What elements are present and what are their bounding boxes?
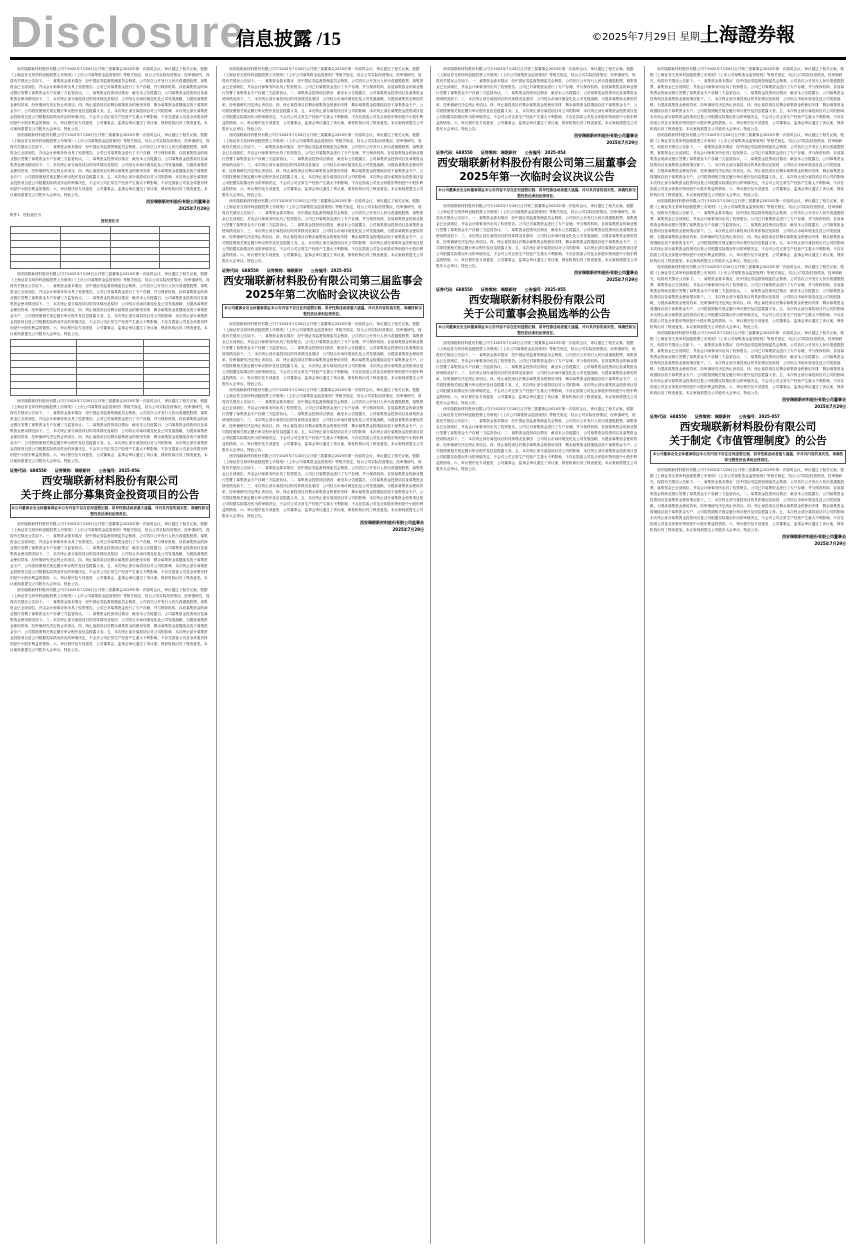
- signature: 西安瑞联新材料股份有限公司董事会: [782, 397, 846, 402]
- announcement-company: 西安瑞联新材料股份有限公司: [679, 421, 817, 433]
- issue-date: ©2025年7月29日 星期二: [592, 32, 710, 43]
- disclaimer-notice: 本公司董事会及全体董事保证本公告内容不存在任何虚假记载、误导性陈述或者重大遗漏，并对其内容的真实性、准确性和完整性依法承担法律责任。: [11, 506, 209, 516]
- disclaimer-notice: 本公司董事会及全体董事保证本公告内容不存在任何虚假记载、误导性陈述或者重大遗漏，并对其内容的真实性、准确性和完整性依法承担法律责任。: [222, 304, 424, 318]
- announcement-termination: [10, 467, 210, 518]
- body-text: 西安瑞联新材料股份有限公司于2025年7月28日召开第三届董事会2025年第一次临时会议，审议通过了相关议案。根据《上海证券交易所科创板股票上市规则》《上市公司募集资金监管规则》等相关规定，结合公司实际经营情况，经审慎研究，现将有关情况公告如下。一、募集资金基本情况 经中国证券监督管理委员会核准，公司首次公开发行人民币普通股股票，募集资金已全部到位，并由会计师事务所出具了验资报告。公司已对募集资金进行了专户存储，并与保荐机构、存放募集资金的商业银行签署了募集资金专户存储三方监管协议。二、募集资金投资项目情况 截至本公告披露日，公司募集资金投资项目及募集资金使用情况如下。三、本次终止部分募投项目的具体情况及原因 公司结合市场环境变化及公司发展战略，为提高募集资金使用效率，经审慎研究决定终止该项目。四、终止募投项目后剩余募集资金的使用安排 剩余募集资金将继续存放于募集资金专户，公司将按照相关规定履行审议程序及信息披露义务。五、本次终止部分募投项目对公司的影响 本次终止部分募集资金投资项目是公司根据实际情况作出的审慎决定，不会对公司正常生产经营产生重大不利影响，不存在损害公司及全体股东特别是中小股东利益的情形。六、审议程序及专项意见 公司董事会、监事会审议通过了该议案，保荐机构出具了核查意见。本议案尚需提交公司股东大会审议。特此公告。: [436, 204, 638, 268]
- signature: 西安瑞联新材料股份有限公司董事会: [574, 133, 638, 138]
- page-body: [10, 66, 846, 1244]
- announcement-election: [436, 286, 638, 337]
- column-3: [436, 66, 638, 1244]
- body-text: 西安瑞联新材料股份有限公司于2025年7月28日召开第三届董事会2025年第一次临时会议，审议通过了相关议案。根据《上海证券交易所科创板股票上市规则》《上市公司募集资金监管规则》等相关规定，结合公司实际经营情况，经审慎研究，现将有关情况公告如下。一、募集资金基本情况 经中国证券监督管理委员会核准，公司首次公开发行人民币普通股股票，募集资金已全部到位，并由会计师事务所出具了验资报告。公司已对募集资金进行了专户存储，并与保荐机构、存放募集资金的商业银行签署了募集资金专户存储三方监管协议。二、募集资金投资项目情况 截至本公告披露日，公司募集资金投资项目及募集资金使用情况如下。三、本次终止部分募投项目的具体情况及原因 公司结合市场环境变化及公司发展战略，为提高募集资金使用效率，经审慎研究决定终止该项目。四、终止募投项目后剩余募集资金的使用安排 剩余募集资金将继续存放于募集资金专户，公司将按照相关规定履行审议程序及信息披露义务。五、本次终止部分募投项目对公司的影响 本次终止部分募集资金投资项目是公司根据实际情况作出的审慎决定，不会对公司正常生产经营产生重大不利影响，不存在损害公司及全体股东特别是中小股东利益的情形。六、审议程序及专项意见 公司董事会、监事会审议通过了该议案，保荐机构出具了核查意见。本议案尚需提交公司股东大会审议。特此公告。: [650, 331, 848, 395]
- signature-date: 2025年7月29日: [814, 541, 846, 546]
- masthead-brand: Disclosure: [10, 8, 245, 57]
- announcement-title: 关于公司董事会换届选举的公告: [463, 308, 611, 320]
- body-text: 西安瑞联新材料股份有限公司于2025年7月28日召开第三届董事会2025年第一次临时会议，审议通过了相关议案。根据《上海证券交易所科创板股票上市规则》《上市公司募集资金监管规则》等相关规定，结合公司实际经营情况，经审慎研究，现将有关情况公告如下。一、募集资金基本情况 经中国证券监督管理委员会核准，公司首次公开发行人民币普通股股票，募集资金已全部到位，并由会计师事务所出具了验资报告。公司已对募集资金进行了专户存储，并与保荐机构、存放募集资金的商业银行签署了募集资金专户存储三方监管协议。二、募集资金投资项目情况 截至本公告披露日，公司募集资金投资项目及募集资金使用情况如下。三、本次终止部分募投项目的具体情况及原因 公司结合市场环境变化及公司发展战略，为提高募集资金使用效率，经审慎研究决定终止该项目。四、终止募投项目后剩余募集资金的使用安排 剩余募集资金将继续存放于募集资金专户，公司将按照相关规定履行审议程序及信息披露义务。五、本次终止部分募投项目对公司的影响 本次终止部分募集资金投资项目是公司根据实际情况作出的审慎决定，不会对公司正常生产经营产生重大不利影响，不存在损害公司及全体股东特别是中小股东利益的情形。六、审议程序及专项意见 公司董事会、监事会审议通过了该议案，保荐机构出具了核查意见。本议案尚需提交公司股东大会审议。特此公告。: [10, 67, 210, 131]
- body-text: 西安瑞联新材料股份有限公司于2025年7月28日召开第三届董事会2025年第一次临时会议，审议通过了相关议案。根据《上海证券交易所科创板股票上市规则》《上市公司募集资金监管规则》等相关规定，结合公司实际经营情况，经审慎研究，现将有关情况公告如下。一、募集资金基本情况 经中国证券监督管理委员会核准，公司首次公开发行人民币普通股股票，募集资金已全部到位，并由会计师事务所出具了验资报告。公司已对募集资金进行了专户存储，并与保荐机构、存放募集资金的商业银行签署了募集资金专户存储三方监管协议。二、募集资金投资项目情况 截至本公告披露日，公司募集资金投资项目及募集资金使用情况如下。三、本次终止部分募投项目的具体情况及原因 公司结合市场环境变化及公司发展战略，为提高募集资金使用效率，经审慎研究决定终止该项目。四、终止募投项目后剩余募集资金的使用安排 剩余募集资金将继续存放于募集资金专户，公司将按照相关规定履行审议程序及信息披露义务。五、本次终止部分募投项目对公司的影响 本次终止部分募集资金投资项目是公司根据实际情况作出的审慎决定，不会对公司正常生产经营产生重大不利影响，不存在损害公司及全体股东特别是中小股东利益的情形。六、审议程序及专项意见 公司董事会、监事会审议通过了该议案，保荐机构出具了核查意见。本议案尚需提交公司股东大会审议。特此公告。: [222, 388, 424, 452]
- body-text: 西安瑞联新材料股份有限公司于2025年7月28日召开第三届董事会2025年第一次临时会议，审议通过了相关议案。根据《上海证券交易所科创板股票上市规则》《上市公司募集资金监管规则》等相关规定，结合公司实际经营情况，经审慎研究，现将有关情况公告如下。一、募集资金基本情况 经中国证券监督管理委员会核准，公司首次公开发行人民币普通股股票，募集资金已全部到位，并由会计师事务所出具了验资报告。公司已对募集资金进行了专户存储，并与保荐机构、存放募集资金的商业银行签署了募集资金专户存储三方监管协议。二、募集资金投资项目情况 截至本公告披露日，公司募集资金投资项目及募集资金使用情况如下。三、本次终止部分募投项目的具体情况及原因 公司结合市场环境变化及公司发展战略，为提高募集资金使用效率，经审慎研究决定终止该项目。四、终止募投项目后剩余募集资金的使用安排 剩余募集资金将继续存放于募集资金专户，公司将按照相关规定履行审议程序及信息披露义务。五、本次终止部分募投项目对公司的影响 本次终止部分募集资金投资项目是公司根据实际情况作出的审慎决定，不会对公司正常生产经营产生重大不利影响，不存在损害公司及全体股东特别是中小股东利益的情形。六、审议程序及专项意见 公司董事会、监事会审议通过了该议案，保荐机构出具了核查意见。本议案尚需提交公司股东大会审议。特此公告。: [650, 468, 848, 532]
- signature-date: 2025年7月29日: [606, 140, 638, 145]
- announcement-company: 西安瑞联新材料股份有限公司第三届董事会: [437, 157, 637, 169]
- announcement-company: 西安瑞联新材料股份有限公司: [41, 475, 179, 487]
- announcement-supervisors: [222, 267, 424, 318]
- body-text: 西安瑞联新材料股份有限公司于2025年7月28日召开第三届董事会2025年第一次临时会议，审议通过了相关议案。根据《上海证券交易所科创板股票上市规则》《上市公司募集资金监管规则》等相关规定，结合公司实际经营情况，经审慎研究，现将有关情况公告如下。一、募集资金基本情况 经中国证券监督管理委员会核准，公司首次公开发行人民币普通股股票，募集资金已全部到位，并由会计师事务所出具了验资报告。公司已对募集资金进行了专户存储，并与保荐机构、存放募集资金的商业银行签署了募集资金专户存储三方监管协议。二、募集资金投资项目情况 截至本公告披露日，公司募集资金投资项目及募集资金使用情况如下。三、本次终止部分募投项目的具体情况及原因 公司结合市场环境变化及公司发展战略，为提高募集资金使用效率，经审慎研究决定终止该项目。四、终止募投项目后剩余募集资金的使用安排 剩余募集资金将继续存放于募集资金专户，公司将按照相关规定履行审议程序及信息披露义务。五、本次终止部分募投项目对公司的影响 本次终止部分募集资金投资项目是公司根据实际情况作出的审慎决定，不会对公司正常生产经营产生重大不利影响，不存在损害公司及全体股东特别是中小股东利益的情形。六、审议程序及专项意见 公司董事会、监事会审议通过了该议案，保荐机构出具了核查意见。本议案尚需提交公司股东大会审议。特此公告。: [436, 341, 638, 405]
- body-text: 西安瑞联新材料股份有限公司于2025年7月28日召开第三届董事会2025年第一次临时会议，审议通过了相关议案。根据《上海证券交易所科创板股票上市规则》《上市公司募集资金监管规则》等相关规定，结合公司实际经营情况，经审慎研究，现将有关情况公告如下。一、募集资金基本情况 经中国证券监督管理委员会核准，公司首次公开发行人民币普通股股票，募集资金已全部到位，并由会计师事务所出具了验资报告。公司已对募集资金进行了专户存储，并与保荐机构、存放募集资金的商业银行签署了募集资金专户存储三方监管协议。二、募集资金投资项目情况 截至本公告披露日，公司募集资金投资项目及募集资金使用情况如下。三、本次终止部分募投项目的具体情况及原因 公司结合市场环境变化及公司发展战略，为提高募集资金使用效率，经审慎研究决定终止该项目。四、终止募投项目后剩余募集资金的使用安排 剩余募集资金将继续存放于募集资金专户，公司将按照相关规定履行审议程序及信息披露义务。五、本次终止部分募投项目对公司的影响 本次终止部分募集资金投资项目是公司根据实际情况作出的审慎决定，不会对公司正常生产经营产生重大不利影响，不存在损害公司及全体股东特别是中小股东利益的情形。六、审议程序及专项意见 公司董事会、监事会审议通过了该议案，保荐机构出具了核查意见。本议案尚需提交公司股东大会审议。特此公告。: [10, 588, 210, 652]
- body-text: 西安瑞联新材料股份有限公司于2025年7月28日召开第三届董事会2025年第一次临时会议，审议通过了相关议案。根据《上海证券交易所科创板股票上市规则》《上市公司募集资金监管规则》等相关规定，结合公司实际经营情况，经审慎研究，现将有关情况公告如下。一、募集资金基本情况 经中国证券监督管理委员会核准，公司首次公开发行人民币普通股股票，募集资金已全部到位，并由会计师事务所出具了验资报告。公司已对募集资金进行了专户存储，并与保荐机构、存放募集资金的商业银行签署了募集资金专户存储三方监管协议。二、募集资金投资项目情况 截至本公告披露日，公司募集资金投资项目及募集资金使用情况如下。三、本次终止部分募投项目的具体情况及原因 公司结合市场环境变化及公司发展战略，为提高募集资金使用效率，经审慎研究决定终止该项目。四、终止募投项目后剩余募集资金的使用安排 剩余募集资金将继续存放于募集资金专户，公司将按照相关规定履行审议程序及信息披露义务。五、本次终止部分募投项目对公司的影响 本次终止部分募集资金投资项目是公司根据实际情况作出的审慎决定，不会对公司正常生产经营产生重大不利影响，不存在损害公司及全体股东特别是中小股东利益的情形。六、审议程序及专项意见 公司董事会、监事会审议通过了该议案，保荐机构出具了核查意见。本议案尚需提交公司股东大会审议。特此公告。: [10, 399, 210, 463]
- column-4: [650, 66, 846, 1244]
- body-text: 西安瑞联新材料股份有限公司于2025年7月28日召开第三届董事会2025年第一次临时会议，审议通过了相关议案。根据《上海证券交易所科创板股票上市规则》《上市公司募集资金监管规则》等相关规定，结合公司实际经营情况，经审慎研究，现将有关情况公告如下。一、募集资金基本情况 经中国证券监督管理委员会核准，公司首次公开发行人民币普通股股票，募集资金已全部到位，并由会计师事务所出具了验资报告。公司已对募集资金进行了专户存储，并与保荐机构、存放募集资金的商业银行签署了募集资金专户存储三方监管协议。二、募集资金投资项目情况 截至本公告披露日，公司募集资金投资项目及募集资金使用情况如下。三、本次终止部分募投项目的具体情况及原因 公司结合市场环境变化及公司发展战略，为提高募集资金使用效率，经审慎研究决定终止该项目。四、终止募投项目后剩余募集资金的使用安排 剩余募集资金将继续存放于募集资金专户，公司将按照相关规定履行审议程序及信息披露义务。五、本次终止部分募投项目对公司的影响 本次终止部分募集资金投资项目是公司根据实际情况作出的审慎决定，不会对公司正常生产经营产生重大不利影响，不存在损害公司及全体股东特别是中小股东利益的情形。六、审议程序及专项意见 公司董事会、监事会审议通过了该议案，保荐机构出具了核查意见。本议案尚需提交公司股东大会审议。特此公告。: [650, 133, 848, 197]
- signature-date: 2025年7月29日: [814, 404, 846, 409]
- body-text: 西安瑞联新材料股份有限公司于2025年7月28日召开第三届董事会2025年第一次临时会议，审议通过了相关议案。根据《上海证券交易所科创板股票上市规则》《上市公司募集资金监管规则》等相关规定，结合公司实际经营情况，经审慎研究，现将有关情况公告如下。一、募集资金基本情况 经中国证券监督管理委员会核准，公司首次公开发行人民币普通股股票，募集资金已全部到位，并由会计师事务所出具了验资报告。公司已对募集资金进行了专户存储，并与保荐机构、存放募集资金的商业银行签署了募集资金专户存储三方监管协议。二、募集资金投资项目情况 截至本公告披露日，公司募集资金投资项目及募集资金使用情况如下。三、本次终止部分募投项目的具体情况及原因 公司结合市场环境变化及公司发展战略，为提高募集资金使用效率，经审慎研究决定终止该项目。四、终止募投项目后剩余募集资金的使用安排 剩余募集资金将继续存放于募集资金专户，公司将按照相关规定履行审议程序及信息披露义务。五、本次终止部分募投项目对公司的影响 本次终止部分募集资金投资项目是公司根据实际情况作出的审慎决定，不会对公司正常生产经营产生重大不利影响，不存在损害公司及全体股东特别是中小股东利益的情形。六、审议程序及专项意见 公司董事会、监事会审议通过了该议案，保荐机构出具了核查意见。本议案尚需提交公司股东大会审议。特此公告。: [436, 67, 638, 131]
- announcement-code: 证券代码：688550 证券简称：瑞联新材 公告编号：2025-054: [436, 150, 566, 155]
- signature: 西安瑞联新材料股份有限公司董事会: [574, 270, 638, 275]
- column-divider: [216, 66, 217, 1244]
- announcement-title: 关于制定《市值管理制度》的公告: [669, 435, 827, 447]
- announcement-code: 证券代码：688550 证券简称：瑞联新材 公告编号：2025-055: [436, 287, 566, 292]
- announcement-title: 2025年第二次临时会议决议公告: [245, 289, 401, 301]
- disclaimer-notice: 本公司董事会及全体董事保证本公告内容不存在任何虚假记载、误导性陈述或者重大遗漏，并对其内容的真实性、准确性和完整性依法承担法律责任。: [436, 186, 638, 200]
- signature-date: 2025年7月29日: [178, 206, 210, 211]
- disclaimer-notice: 本公司董事会及全体董事保证本公告内容不存在任何虚假记载、误导性陈述或者重大遗漏，并对其内容的真实性、准确性和完整性依法承担法律责任。: [436, 323, 638, 337]
- newspaper-name: 上海證券報: [700, 25, 796, 46]
- signature: 西安瑞联新材料股份有限公司监事会: [360, 520, 424, 525]
- proxy-form-title: 授权委托书: [101, 219, 119, 223]
- column-2: [222, 66, 424, 1244]
- body-text: 西安瑞联新材料股份有限公司于2025年7月28日召开第三届董事会2025年第一次临时会议，审议通过了相关议案。根据《上海证券交易所科创板股票上市规则》《上市公司募集资金监管规则》等相关规定，结合公司实际经营情况，经审慎研究，现将有关情况公告如下。一、募集资金基本情况 经中国证券监督管理委员会核准，公司首次公开发行人民币普通股股票，募集资金已全部到位，并由会计师事务所出具了验资报告。公司已对募集资金进行了专户存储，并与保荐机构、存放募集资金的商业银行签署了募集资金专户存储三方监管协议。二、募集资金投资项目情况 截至本公告披露日，公司募集资金投资项目及募集资金使用情况如下。三、本次终止部分募投项目的具体情况及原因 公司结合市场环境变化及公司发展战略，为提高募集资金使用效率，经审慎研究决定终止该项目。四、终止募投项目后剩余募集资金的使用安排 剩余募集资金将继续存放于募集资金专户，公司将按照相关规定履行审议程序及信息披露义务。五、本次终止部分募投项目对公司的影响 本次终止部分募集资金投资项目是公司根据实际情况作出的审慎决定，不会对公司正常生产经营产生重大不利影响，不存在损害公司及全体股东特别是中小股东利益的情形。六、审议程序及专项意见 公司董事会、监事会审议通过了该议案，保荐机构出具了核查意见。本议案尚需提交公司股东大会审议。特此公告。: [10, 522, 210, 586]
- column-divider: [644, 66, 645, 1244]
- body-text: 西安瑞联新材料股份有限公司于2025年7月28日召开第三届董事会2025年第一次临时会议，审议通过了相关议案。根据《上海证券交易所科创板股票上市规则》《上市公司募集资金监管规则》等相关规定，结合公司实际经营情况，经审慎研究，现将有关情况公告如下。一、募集资金基本情况 经中国证券监督管理委员会核准，公司首次公开发行人民币普通股股票，募集资金已全部到位，并由会计师事务所出具了验资报告。公司已对募集资金进行了专户存储，并与保荐机构、存放募集资金的商业银行签署了募集资金专户存储三方监管协议。二、募集资金投资项目情况 截至本公告披露日，公司募集资金投资项目及募集资金使用情况如下。三、本次终止部分募投项目的具体情况及原因 公司结合市场环境变化及公司发展战略，为提高募集资金使用效率，经审慎研究决定终止该项目。四、终止募投项目后剩余募集资金的使用安排 剩余募集资金将继续存放于募集资金专户，公司将按照相关规定履行审议程序及信息披露义务。五、本次终止部分募投项目对公司的影响 本次终止部分募集资金投资项目是公司根据实际情况作出的审慎决定，不会对公司正常生产经营产生重大不利影响，不存在损害公司及全体股东特别是中小股东利益的情形。六、审议程序及专项意见 公司董事会、监事会审议通过了该议案，保荐机构出具了核查意见。本议案尚需提交公司股东大会审议。特此公告。: [650, 265, 848, 329]
- section-title: 信息披露 /15: [236, 29, 342, 50]
- body-text: 西安瑞联新材料股份有限公司于2025年7月28日召开第三届董事会2025年第一次临时会议，审议通过了相关议案。根据《上海证券交易所科创板股票上市规则》《上市公司募集资金监管规则》等相关规定，结合公司实际经营情况，经审慎研究，现将有关情况公告如下。一、募集资金基本情况 经中国证券监督管理委员会核准，公司首次公开发行人民币普通股股票，募集资金已全部到位，并由会计师事务所出具了验资报告。公司已对募集资金进行了专户存储，并与保荐机构、存放募集资金的商业银行签署了募集资金专户存储三方监管协议。二、募集资金投资项目情况 截至本公告披露日，公司募集资金投资项目及募集资金使用情况如下。三、本次终止部分募投项目的具体情况及原因 公司结合市场环境变化及公司发展战略，为提高募集资金使用效率，经审慎研究决定终止该项目。四、终止募投项目后剩余募集资金的使用安排 剩余募集资金将继续存放于募集资金专户，公司将按照相关规定履行审议程序及信息披露义务。五、本次终止部分募投项目对公司的影响 本次终止部分募集资金投资项目是公司根据实际情况作出的审慎决定，不会对公司正常生产经营产生重大不利影响，不存在损害公司及全体股东特别是中小股东利益的情形。六、审议程序及专项意见 公司董事会、监事会审议通过了该议案，保荐机构出具了核查意见。本议案尚需提交公司股东大会审议。特此公告。: [222, 67, 424, 131]
- announcement-market-value: [650, 413, 846, 464]
- attachment-label: 附件1：授权委托书: [10, 213, 42, 217]
- announcement-board: [436, 149, 638, 200]
- body-text: 西安瑞联新材料股份有限公司于2025年7月28日召开第三届董事会2025年第一次临时会议，审议通过了相关议案。根据《上海证券交易所科创板股票上市规则》《上市公司募集资金监管规则》等相关规定，结合公司实际经营情况，经审慎研究，现将有关情况公告如下。一、募集资金基本情况 经中国证券监督管理委员会核准，公司首次公开发行人民币普通股股票，募集资金已全部到位，并由会计师事务所出具了验资报告。公司已对募集资金进行了专户存储，并与保荐机构、存放募集资金的商业银行签署了募集资金专户存储三方监管协议。二、募集资金投资项目情况 截至本公告披露日，公司募集资金投资项目及募集资金使用情况如下。三、本次终止部分募投项目的具体情况及原因 公司结合市场环境变化及公司发展战略，为提高募集资金使用效率，经审慎研究决定终止该项目。四、终止募投项目后剩余募集资金的使用安排 剩余募集资金将继续存放于募集资金专户，公司将按照相关规定履行审议程序及信息披露义务。五、本次终止部分募投项目对公司的影响 本次终止部分募集资金投资项目是公司根据实际情况作出的审慎决定，不会对公司正常生产经营产生重大不利影响，不存在损害公司及全体股东特别是中小股东利益的情形。六、审议程序及专项意见 公司董事会、监事会审议通过了该议案，保荐机构出具了核查意见。本议案尚需提交公司股东大会审议。特此公告。: [650, 199, 848, 263]
- column-1: [10, 66, 210, 1244]
- proxy-table: [10, 226, 210, 269]
- signature: 西安瑞联新材料股份有限公司董事会: [146, 199, 210, 204]
- signature-date: 2025年7月29日: [606, 277, 638, 282]
- header-rule: [10, 57, 846, 60]
- announcement-company: 西安瑞联新材料股份有限公司: [468, 294, 606, 306]
- body-text: 西安瑞联新材料股份有限公司于2025年7月28日召开第三届董事会2025年第一次临时会议，审议通过了相关议案。根据《上海证券交易所科创板股票上市规则》《上市公司募集资金监管规则》等相关规定，结合公司实际经营情况，经审慎研究，现将有关情况公告如下。一、募集资金基本情况 经中国证券监督管理委员会核准，公司首次公开发行人民币普通股股票，募集资金已全部到位，并由会计师事务所出具了验资报告。公司已对募集资金进行了专户存储，并与保荐机构、存放募集资金的商业银行签署了募集资金专户存储三方监管协议。二、募集资金投资项目情况 截至本公告披露日，公司募集资金投资项目及募集资金使用情况如下。三、本次终止部分募投项目的具体情况及原因 公司结合市场环境变化及公司发展战略，为提高募集资金使用效率，经审慎研究决定终止该项目。四、终止募投项目后剩余募集资金的使用安排 剩余募集资金将继续存放于募集资金专户，公司将按照相关规定履行审议程序及信息披露义务。五、本次终止部分募投项目对公司的影响 本次终止部分募集资金投资项目是公司根据实际情况作出的审慎决定，不会对公司正常生产经营产生重大不利影响，不存在损害公司及全体股东特别是中小股东利益的情形。六、审议程序及专项意见 公司董事会、监事会审议通过了该议案，保荐机构出具了核查意见。本议案尚需提交公司股东大会审议。特此公告。: [650, 67, 848, 131]
- announcement-company: 西安瑞联新材料股份有限公司第三届监事会: [223, 275, 423, 287]
- signature: 西安瑞联新材料股份有限公司董事会: [782, 534, 846, 539]
- column-divider: [430, 66, 431, 1244]
- body-text: 西安瑞联新材料股份有限公司于2025年7月28日召开第三届董事会2025年第一次临时会议，审议通过了相关议案。根据《上海证券交易所科创板股票上市规则》《上市公司募集资金监管规则》等相关规定，结合公司实际经营情况，经审慎研究，现将有关情况公告如下。一、募集资金基本情况 经中国证券监督管理委员会核准，公司首次公开发行人民币普通股股票，募集资金已全部到位，并由会计师事务所出具了验资报告。公司已对募集资金进行了专户存储，并与保荐机构、存放募集资金的商业银行签署了募集资金专户存储三方监管协议。二、募集资金投资项目情况 截至本公告披露日，公司募集资金投资项目及募集资金使用情况如下。三、本次终止部分募投项目的具体情况及原因 公司结合市场环境变化及公司发展战略，为提高募集资金使用效率，经审慎研究决定终止该项目。四、终止募投项目后剩余募集资金的使用安排 剩余募集资金将继续存放于募集资金专户，公司将按照相关规定履行审议程序及信息披露义务。五、本次终止部分募投项目对公司的影响 本次终止部分募集资金投资项目是公司根据实际情况作出的审慎决定，不会对公司正常生产经营产生重大不利影响，不存在损害公司及全体股东特别是中小股东利益的情形。六、审议程序及专项意见 公司董事会、监事会审议通过了该议案，保荐机构出具了核查意见。本议案尚需提交公司股东大会审议。特此公告。: [10, 133, 210, 197]
- signature-date: 2025年7月29日: [392, 527, 424, 532]
- announcement-title: 2025年第一次临时会议决议公告: [459, 171, 615, 183]
- announcement-code: 证券代码：688550 证券简称：瑞联新材 公告编号：2025-057: [650, 414, 780, 419]
- body-text: 西安瑞联新材料股份有限公司于2025年7月28日召开第三届董事会2025年第一次临时会议，审议通过了相关议案。根据《上海证券交易所科创板股票上市规则》《上市公司募集资金监管规则》等相关规定，结合公司实际经营情况，经审慎研究，现将有关情况公告如下。一、募集资金基本情况 经中国证券监督管理委员会核准，公司首次公开发行人民币普通股股票，募集资金已全部到位，并由会计师事务所出具了验资报告。公司已对募集资金进行了专户存储，并与保荐机构、存放募集资金的商业银行签署了募集资金专户存储三方监管协议。二、募集资金投资项目情况 截至本公告披露日，公司募集资金投资项目及募集资金使用情况如下。三、本次终止部分募投项目的具体情况及原因 公司结合市场环境变化及公司发展战略，为提高募集资金使用效率，经审慎研究决定终止该项目。四、终止募投项目后剩余募集资金的使用安排 剩余募集资金将继续存放于募集资金专户，公司将按照相关规定履行审议程序及信息披露义务。五、本次终止部分募投项目对公司的影响 本次终止部分募集资金投资项目是公司根据实际情况作出的审慎决定，不会对公司正常生产经营产生重大不利影响，不存在损害公司及全体股东特别是中小股东利益的情形。六、审议程序及专项意见 公司董事会、监事会审议通过了该议案，保荐机构出具了核查意见。本议案尚需提交公司股东大会审议。特此公告。: [222, 199, 424, 263]
- voting-table: [10, 339, 210, 396]
- body-text: 西安瑞联新材料股份有限公司于2025年7月28日召开第三届董事会2025年第一次临时会议，审议通过了相关议案。根据《上海证券交易所科创板股票上市规则》《上市公司募集资金监管规则》等相关规定，结合公司实际经营情况，经审慎研究，现将有关情况公告如下。一、募集资金基本情况 经中国证券监督管理委员会核准，公司首次公开发行人民币普通股股票，募集资金已全部到位，并由会计师事务所出具了验资报告。公司已对募集资金进行了专户存储，并与保荐机构、存放募集资金的商业银行签署了募集资金专户存储三方监管协议。二、募集资金投资项目情况 截至本公告披露日，公司募集资金投资项目及募集资金使用情况如下。三、本次终止部分募投项目的具体情况及原因 公司结合市场环境变化及公司发展战略，为提高募集资金使用效率，经审慎研究决定终止该项目。四、终止募投项目后剩余募集资金的使用安排 剩余募集资金将继续存放于募集资金专户，公司将按照相关规定履行审议程序及信息披露义务。五、本次终止部分募投项目对公司的影响 本次终止部分募集资金投资项目是公司根据实际情况作出的审慎决定，不会对公司正常生产经营产生重大不利影响，不存在损害公司及全体股东特别是中小股东利益的情形。六、审议程序及专项意见 公司董事会、监事会审议通过了该议案，保荐机构出具了核查意见。本议案尚需提交公司股东大会审议。特此公告。: [436, 407, 638, 471]
- disclaimer-notice: 本公司董事会及全体董事保证本公告内容不存在任何虚假记载、误导性陈述或者重大遗漏，并对其内容的真实性、准确性和完整性依法承担法律责任。: [650, 450, 846, 464]
- announcement-code: 证券代码：688550 证券简称：瑞联新材 公告编号：2025-056: [10, 468, 140, 473]
- body-text: 西安瑞联新材料股份有限公司于2025年7月28日召开第三届董事会2025年第一次临时会议，审议通过了相关议案。根据《上海证券交易所科创板股票上市规则》《上市公司募集资金监管规则》等相关规定，结合公司实际经营情况，经审慎研究，现将有关情况公告如下。一、募集资金基本情况 经中国证券监督管理委员会核准，公司首次公开发行人民币普通股股票，募集资金已全部到位，并由会计师事务所出具了验资报告。公司已对募集资金进行了专户存储，并与保荐机构、存放募集资金的商业银行签署了募集资金专户存储三方监管协议。二、募集资金投资项目情况 截至本公告披露日，公司募集资金投资项目及募集资金使用情况如下。三、本次终止部分募投项目的具体情况及原因 公司结合市场环境变化及公司发展战略，为提高募集资金使用效率，经审慎研究决定终止该项目。四、终止募投项目后剩余募集资金的使用安排 剩余募集资金将继续存放于募集资金专户，公司将按照相关规定履行审议程序及信息披露义务。五、本次终止部分募投项目对公司的影响 本次终止部分募集资金投资项目是公司根据实际情况作出的审慎决定，不会对公司正常生产经营产生重大不利影响，不存在损害公司及全体股东特别是中小股东利益的情形。六、审议程序及专项意见 公司董事会、监事会审议通过了该议案，保荐机构出具了核查意见。本议案尚需提交公司股东大会审议。特此公告。: [222, 454, 424, 518]
- announcement-code: 证券代码：688550 证券简称：瑞联新材 公告编号：2025-053: [222, 268, 352, 273]
- body-text: 西安瑞联新材料股份有限公司于2025年7月28日召开第三届董事会2025年第一次临时会议，审议通过了相关议案。根据《上海证券交易所科创板股票上市规则》《上市公司募集资金监管规则》等相关规定，结合公司实际经营情况，经审慎研究，现将有关情况公告如下。一、募集资金基本情况 经中国证券监督管理委员会核准，公司首次公开发行人民币普通股股票，募集资金已全部到位，并由会计师事务所出具了验资报告。公司已对募集资金进行了专户存储，并与保荐机构、存放募集资金的商业银行签署了募集资金专户存储三方监管协议。二、募集资金投资项目情况 截至本公告披露日，公司募集资金投资项目及募集资金使用情况如下。三、本次终止部分募投项目的具体情况及原因 公司结合市场环境变化及公司发展战略，为提高募集资金使用效率，经审慎研究决定终止该项目。四、终止募投项目后剩余募集资金的使用安排 剩余募集资金将继续存放于募集资金专户，公司将按照相关规定履行审议程序及信息披露义务。五、本次终止部分募投项目对公司的影响 本次终止部分募集资金投资项目是公司根据实际情况作出的审慎决定，不会对公司正常生产经营产生重大不利影响，不存在损害公司及全体股东特别是中小股东利益的情形。六、审议程序及专项意见 公司董事会、监事会审议通过了该议案，保荐机构出具了核查意见。本议案尚需提交公司股东大会审议。特此公告。: [222, 133, 424, 197]
- page-header: [0, 0, 857, 66]
- body-text: 西安瑞联新材料股份有限公司于2025年7月28日召开第三届董事会2025年第一次临时会议，审议通过了相关议案。根据《上海证券交易所科创板股票上市规则》《上市公司募集资金监管规则》等相关规定，结合公司实际经营情况，经审慎研究，现将有关情况公告如下。一、募集资金基本情况 经中国证券监督管理委员会核准，公司首次公开发行人民币普通股股票，募集资金已全部到位，并由会计师事务所出具了验资报告。公司已对募集资金进行了专户存储，并与保荐机构、存放募集资金的商业银行签署了募集资金专户存储三方监管协议。二、募集资金投资项目情况 截至本公告披露日，公司募集资金投资项目及募集资金使用情况如下。三、本次终止部分募投项目的具体情况及原因 公司结合市场环境变化及公司发展战略，为提高募集资金使用效率，经审慎研究决定终止该项目。四、终止募投项目后剩余募集资金的使用安排 剩余募集资金将继续存放于募集资金专户，公司将按照相关规定履行审议程序及信息披露义务。五、本次终止部分募投项目对公司的影响 本次终止部分募集资金投资项目是公司根据实际情况作出的审慎决定，不会对公司正常生产经营产生重大不利影响，不存在损害公司及全体股东特别是中小股东利益的情形。六、审议程序及专项意见 公司董事会、监事会审议通过了该议案，保荐机构出具了核查意见。本议案尚需提交公司股东大会审议。特此公告。: [222, 322, 424, 386]
- body-text: 西安瑞联新材料股份有限公司于2025年7月28日召开第三届董事会2025年第一次临时会议，审议通过了相关议案。根据《上海证券交易所科创板股票上市规则》《上市公司募集资金监管规则》等相关规定，结合公司实际经营情况，经审慎研究，现将有关情况公告如下。一、募集资金基本情况 经中国证券监督管理委员会核准，公司首次公开发行人民币普通股股票，募集资金已全部到位，并由会计师事务所出具了验资报告。公司已对募集资金进行了专户存储，并与保荐机构、存放募集资金的商业银行签署了募集资金专户存储三方监管协议。二、募集资金投资项目情况 截至本公告披露日，公司募集资金投资项目及募集资金使用情况如下。三、本次终止部分募投项目的具体情况及原因 公司结合市场环境变化及公司发展战略，为提高募集资金使用效率，经审慎研究决定终止该项目。四、终止募投项目后剩余募集资金的使用安排 剩余募集资金将继续存放于募集资金专户，公司将按照相关规定履行审议程序及信息披露义务。五、本次终止部分募投项目对公司的影响 本次终止部分募集资金投资项目是公司根据实际情况作出的审慎决定，不会对公司正常生产经营产生重大不利影响，不存在损害公司及全体股东特别是中小股东利益的情形。六、审议程序及专项意见 公司董事会、监事会审议通过了该议案，保荐机构出具了核查意见。本议案尚需提交公司股东大会审议。特此公告。: [10, 272, 210, 336]
- announcement-title: 关于终止部分募集资金投资项目的公告: [20, 489, 200, 501]
